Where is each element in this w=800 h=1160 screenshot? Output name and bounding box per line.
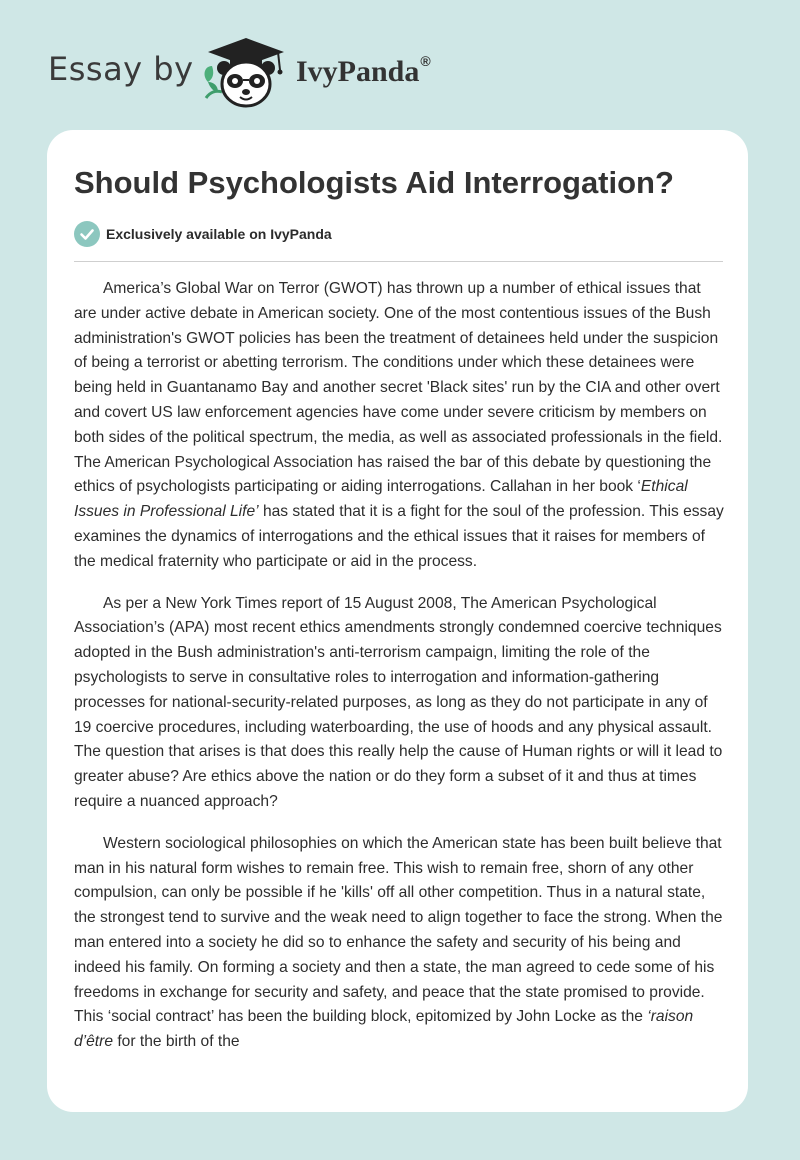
badge-label: Exclusively available on IvyPanda (106, 226, 332, 242)
brand-text: IvyPanda (296, 55, 420, 88)
paragraph-2: As per a New York Times report of 15 August 2008, The American Psychological Association’s (APA) most recent ethics amendments strongly condemned coercive techniques adopted in the Bush administration's anti-terrorism campaign, limiting the role of the psychologists to serve in consultative roles to interrogation and information-gathering processes for national-security-related purposes, as long as they do not participate in any of 19 coercive procedures, including waterboarding, the use of hoods and any physical assault. The question that arises is that does this really help the cause of Human rights or will it lead to greater abuse? Are ethics above the nation or do they form a subset of it and thus at times require a nuanced approach? (74, 594, 723, 810)
paragraph-text: Western sociological philosophies on which the American state has been built believe that man in his natural form wishes to remain free. This wish to remain free, shorn of any other compulsion, can only be possible if he 'kills' off all other competition. Thus in a natural state, the strongest tend to survive and the weak need to align together to face the strong. When the man entered into a society he did so to enhance the safety and security of his being and indeed his family. On forming a society and then a state, the man agreed to cede some of his freedoms in exchange for security and safety, and peace that the state promised to provide. This ‘social contract’ has been the building block, epitomized by John Locke as the (74, 834, 723, 1026)
paragraph-text: for the birth of the (113, 1033, 240, 1051)
page-title: Should Psychologists Aid Interrogation? (74, 165, 674, 200)
brand-name[interactable] (296, 55, 431, 89)
registered-mark: ® (420, 53, 431, 69)
paragraph-text: America’s Global War on Terror (GWOT) has thrown up a number of ethical issues that are under active debate in American society. One of the most contentious issues of the Bush administration's GWOT policies has been the treatment of detainees held under the suspicion of being a terrorist or abetting terrorism. The conditions under which these detainees were being held in Guantanamo Bay and another secret 'Black sites' run by the CIA and other overt and covert US law enforcement agencies have come under severe criticism by members on both sides of the political spectrum, the media, as well as associated professionals in the field. The American Psychological Association has raised the bar of this debate by questioning the ethics of psychologists participating or aiding interrogations. Callahan in her book ‘ (74, 280, 723, 496)
paragraph-text: has stated that it is a fight for the soul of the profession. This essay examines the dynamics of interrogations and the ethical issues that it raises for members of the medical fraternity who participate or aid in the process. (74, 503, 724, 570)
book-title: Ethical Issues in Professional Life’ (74, 478, 688, 521)
divider (74, 261, 723, 262)
article-body (74, 277, 726, 1072)
paragraph-3 (74, 832, 726, 1055)
site-header (0, 0, 800, 130)
checkmark-icon (74, 221, 100, 247)
exclusive-badge (74, 221, 332, 247)
panda-graduate-icon[interactable] (200, 36, 292, 110)
latin-phrase: ‘raison d’être (74, 1008, 694, 1051)
essay-card (47, 130, 748, 1112)
paragraph-1 (74, 277, 726, 575)
essay-by-label: Essay by (48, 50, 194, 88)
